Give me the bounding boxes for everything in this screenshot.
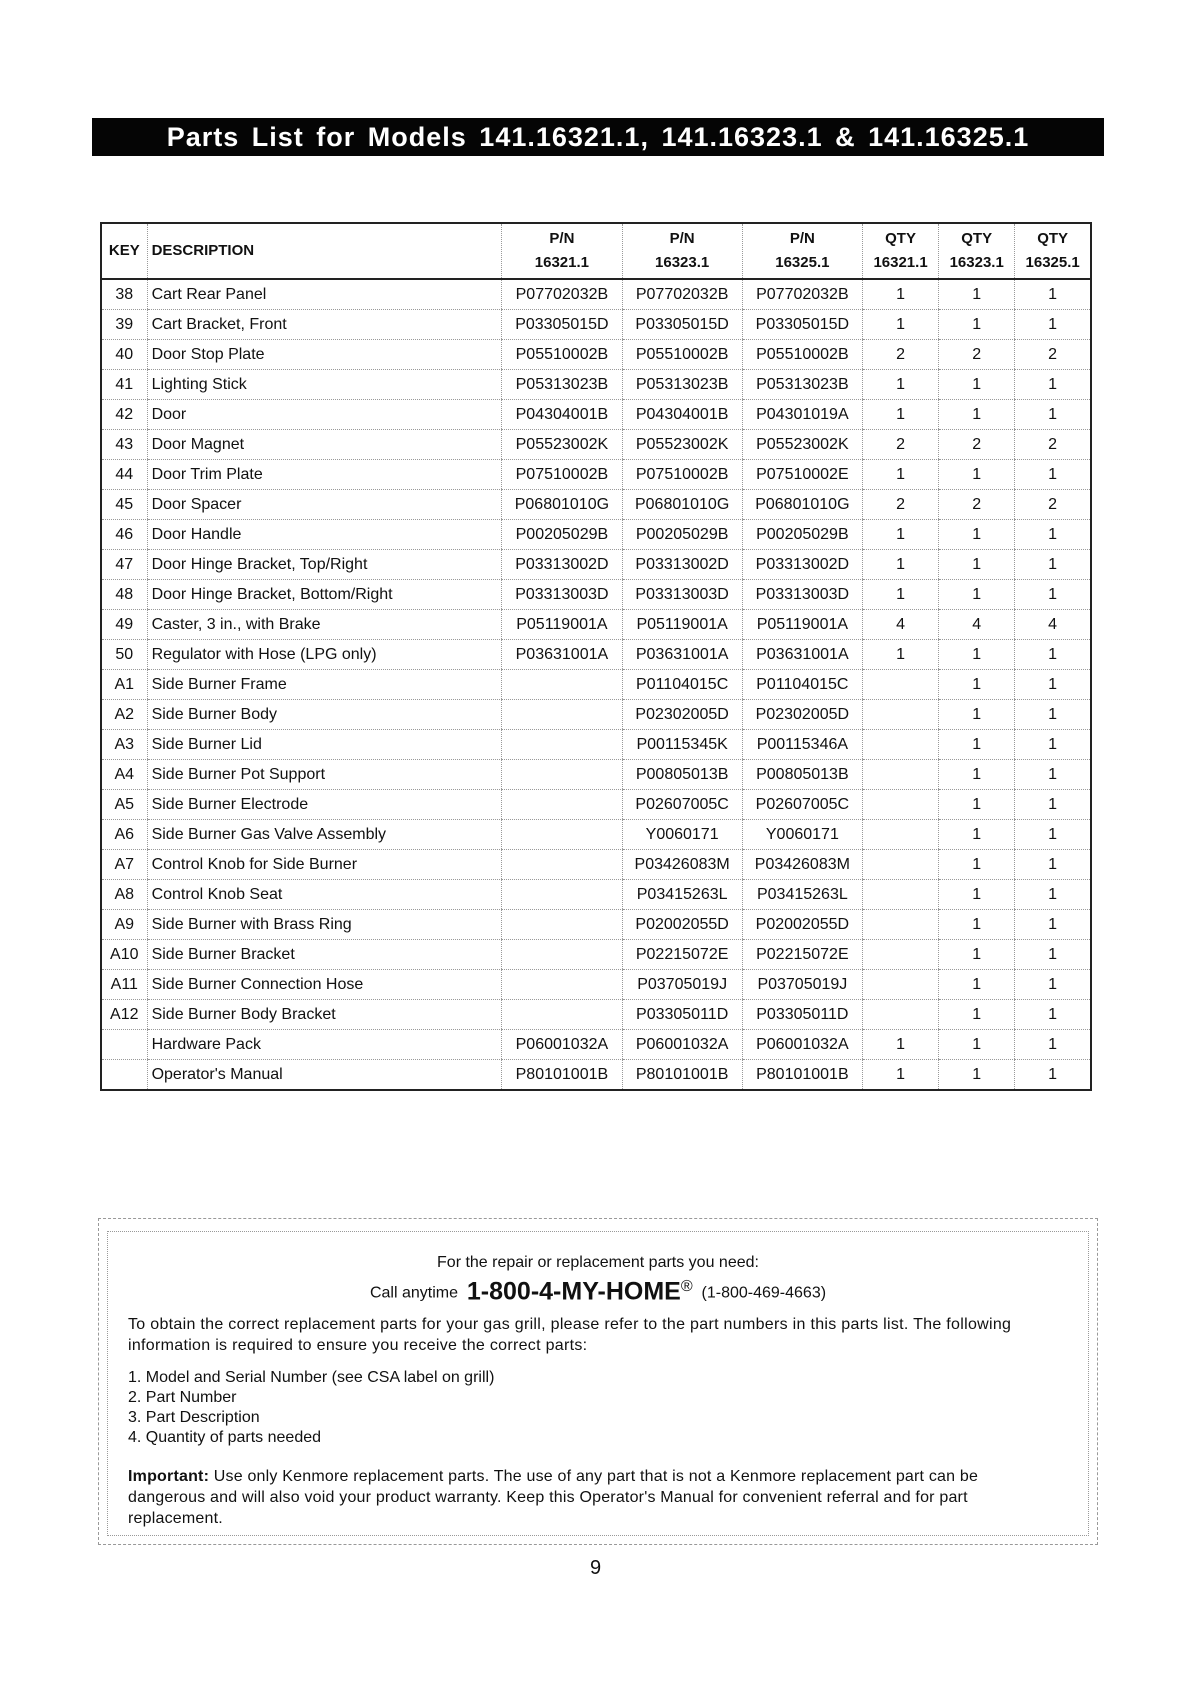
- cell-key: 44: [101, 460, 147, 490]
- header-pn-16325-top: P/N: [789, 230, 815, 247]
- cell-pn-16323: Y0060171: [622, 820, 742, 850]
- cell-qty-16325: 1: [1015, 460, 1091, 490]
- cell-qty-16325: 2: [1015, 340, 1091, 370]
- cell-pn-16325: P02002055D: [742, 910, 862, 940]
- cell-description: Caster, 3 in., with Brake: [147, 610, 502, 640]
- page-number: 9: [589, 1557, 602, 1579]
- cell-key: A5: [101, 790, 147, 820]
- header-qty-16323-model: 16323.1: [949, 254, 1004, 271]
- header-pn-16323-model: 16323.1: [655, 254, 710, 271]
- phone-number: 1-800-4-MY-HOME: [466, 1277, 681, 1306]
- cell-description: Side Burner with Brass Ring: [147, 910, 502, 940]
- cell-qty-16323: 1: [939, 970, 1015, 1000]
- cell-pn-16323: P05510002B: [622, 340, 742, 370]
- table-row: [101, 700, 1091, 730]
- cell-pn-16321: P00205029B: [502, 520, 622, 550]
- header-pn-16321-model: 16321.1: [534, 254, 590, 271]
- cell-qty-16325: 1: [1015, 1060, 1091, 1091]
- cell-pn-16325: Y0060171: [742, 820, 862, 850]
- cell-qty-16325: 1: [1015, 550, 1091, 580]
- cell-pn-16321: [502, 940, 622, 970]
- cell-description: Door: [147, 400, 502, 430]
- cell-qty-16323: 1: [939, 880, 1015, 910]
- cell-qty-16323: 1: [939, 580, 1015, 610]
- cell-qty-16325: 2: [1015, 430, 1091, 460]
- cell-qty-16321: [862, 760, 938, 790]
- cell-pn-16323: P06001032A: [622, 1030, 742, 1060]
- cell-pn-16323: P02302005D: [622, 700, 742, 730]
- header-qty-16321-top: QTY: [885, 230, 916, 247]
- cell-pn-16325: P03305011D: [742, 1000, 862, 1030]
- cell-pn-16325: P02302005D: [742, 700, 862, 730]
- cell-key: 42: [101, 400, 147, 430]
- cell-qty-16325: 1: [1015, 850, 1091, 880]
- cell-qty-16323: 1: [939, 850, 1015, 880]
- cell-qty-16321: [862, 940, 938, 970]
- cell-pn-16325: P03705019J: [742, 970, 862, 1000]
- cell-qty-16321: [862, 700, 938, 730]
- cell-qty-16323: 1: [939, 670, 1015, 700]
- cell-qty-16323: 4: [939, 610, 1015, 640]
- header-pn-16325-model: 16325.1: [775, 254, 830, 271]
- cell-pn-16323: P07510002B: [622, 460, 742, 490]
- header-qty-16325-top: QTY: [1037, 230, 1069, 247]
- cell-pn-16323: P03415263L: [622, 880, 742, 910]
- cell-pn-16325: P06001032A: [742, 1030, 862, 1060]
- cell-pn-16323: P05119001A: [622, 610, 742, 640]
- cell-key: 48: [101, 580, 147, 610]
- cell-qty-16325: 1: [1015, 790, 1091, 820]
- cell-pn-16321: P03305015D: [502, 310, 622, 340]
- list-item: 2. Part Number: [128, 1389, 237, 1406]
- table-row: [101, 490, 1091, 520]
- list-item: 1. Model and Serial Number (see CSA label on grill): [128, 1369, 495, 1386]
- cell-pn-16321: [502, 880, 622, 910]
- cell-key: 38: [101, 279, 147, 310]
- cell-qty-16325: 2: [1015, 490, 1091, 520]
- cell-pn-16323: P03313002D: [622, 550, 742, 580]
- table-row: [101, 370, 1091, 400]
- cell-pn-16321: [502, 970, 622, 1000]
- cell-key: A11: [101, 970, 147, 1000]
- cell-pn-16325: P03631001A: [742, 640, 862, 670]
- cell-pn-16323: P03631001A: [622, 640, 742, 670]
- cell-description: Side Burner Body Bracket: [147, 1000, 502, 1030]
- cell-pn-16321: P03313003D: [502, 580, 622, 610]
- cell-description: Side Burner Body: [147, 700, 502, 730]
- cell-qty-16325: 1: [1015, 820, 1091, 850]
- cell-pn-16325: P00205029B: [742, 520, 862, 550]
- cell-pn-16321: P03631001A: [502, 640, 622, 670]
- cell-qty-16321: 1: [862, 460, 938, 490]
- cell-pn-16321: P04304001B: [502, 400, 622, 430]
- repair-line: For the repair or replacement parts you need:: [437, 1254, 759, 1271]
- cell-pn-16321: [502, 760, 622, 790]
- cell-pn-16325: P03426083M: [742, 850, 862, 880]
- cell-description: Operator's Manual: [147, 1060, 502, 1091]
- important-text: Use only Kenmore replacement parts. The use of any part that is not a Kenmore replacement part can be dangerous and will also void your product warranty. Keep this Operator's Manual for convenient referral and for part replacement.: [128, 1468, 979, 1527]
- cell-key: A6: [101, 820, 147, 850]
- cell-key: 39: [101, 310, 147, 340]
- cell-pn-16323: P00805013B: [622, 760, 742, 790]
- cell-key: 46: [101, 520, 147, 550]
- cell-pn-16323: P03305015D: [622, 310, 742, 340]
- important-label: Important:: [128, 1468, 210, 1485]
- cell-key: A12: [101, 1000, 147, 1030]
- cell-qty-16325: 1: [1015, 670, 1091, 700]
- call-line: [108, 1276, 1088, 1306]
- header-qty-16321-model: 16321.1: [873, 254, 928, 271]
- cell-key: A1: [101, 670, 147, 700]
- cell-key: [101, 1030, 147, 1060]
- table-row: [101, 670, 1091, 700]
- cell-qty-16325: 1: [1015, 880, 1091, 910]
- header-pn-16321-top: P/N: [549, 230, 575, 247]
- cell-description: Side Burner Frame: [147, 670, 502, 700]
- cell-qty-16321: 1: [862, 1030, 938, 1060]
- cell-qty-16321: 1: [862, 520, 938, 550]
- page-title: Parts List for Models 141.16321.1, 141.16323.1 & 141.16325.1: [92, 118, 1104, 156]
- table-row: [101, 790, 1091, 820]
- table-row: [101, 1030, 1091, 1060]
- cell-pn-16325: P05523002K: [742, 430, 862, 460]
- cell-pn-16321: [502, 820, 622, 850]
- cell-pn-16325: P05510002B: [742, 340, 862, 370]
- cell-qty-16321: [862, 970, 938, 1000]
- table-row: [101, 1060, 1091, 1091]
- cell-pn-16325: P03415263L: [742, 880, 862, 910]
- cell-key: A3: [101, 730, 147, 760]
- cell-qty-16325: 1: [1015, 700, 1091, 730]
- parts-table-body: [101, 279, 1091, 1090]
- cell-description: Side Burner Connection Hose: [147, 970, 502, 1000]
- cell-qty-16323: 1: [939, 910, 1015, 940]
- cell-qty-16323: 1: [939, 370, 1015, 400]
- table-row: [101, 340, 1091, 370]
- cell-qty-16321: [862, 730, 938, 760]
- cell-qty-16323: 2: [939, 340, 1015, 370]
- cell-qty-16323: 1: [939, 640, 1015, 670]
- cell-qty-16325: 1: [1015, 760, 1091, 790]
- header-pn-16323: [622, 223, 742, 279]
- cell-key: 49: [101, 610, 147, 640]
- header-qty-16325: [1015, 223, 1091, 279]
- cell-qty-16323: 2: [939, 430, 1015, 460]
- cell-qty-16323: 1: [939, 700, 1015, 730]
- cell-pn-16323: P02607005C: [622, 790, 742, 820]
- cell-qty-16321: [862, 1000, 938, 1030]
- call-prefix: Call anytime: [369, 1284, 458, 1302]
- cell-qty-16321: 1: [862, 400, 938, 430]
- cell-key: A9: [101, 910, 147, 940]
- cell-pn-16321: [502, 730, 622, 760]
- cell-pn-16321: P80101001B: [502, 1060, 622, 1091]
- cell-qty-16321: [862, 820, 938, 850]
- cell-pn-16323: P02002055D: [622, 910, 742, 940]
- cell-qty-16323: 1: [939, 1000, 1015, 1030]
- cell-pn-16321: [502, 910, 622, 940]
- header-key: KEY: [101, 223, 147, 279]
- cell-pn-16321: P05510002B: [502, 340, 622, 370]
- list-item: 3. Part Description: [128, 1409, 260, 1426]
- table-row: [101, 820, 1091, 850]
- cell-pn-16325: P03313002D: [742, 550, 862, 580]
- cell-pn-16325: P07510002E: [742, 460, 862, 490]
- table-row: [101, 430, 1091, 460]
- cell-qty-16323: 1: [939, 550, 1015, 580]
- cell-qty-16325: 1: [1015, 310, 1091, 340]
- cell-qty-16321: 1: [862, 580, 938, 610]
- list-item: 4. Quantity of parts needed: [128, 1429, 322, 1446]
- cell-key: 40: [101, 340, 147, 370]
- cell-qty-16321: 2: [862, 340, 938, 370]
- cell-key: A10: [101, 940, 147, 970]
- table-row: [101, 940, 1091, 970]
- table-row: [101, 550, 1091, 580]
- cell-pn-16325: P05119001A: [742, 610, 862, 640]
- cell-qty-16323: 1: [939, 1030, 1015, 1060]
- table-header-row: [101, 223, 1091, 279]
- table-row: [101, 310, 1091, 340]
- table-row: [101, 400, 1091, 430]
- cell-qty-16325: 1: [1015, 730, 1091, 760]
- cell-qty-16325: 1: [1015, 370, 1091, 400]
- cell-description: Door Hinge Bracket, Top/Right: [147, 550, 502, 580]
- cell-qty-16321: [862, 790, 938, 820]
- cell-key: 43: [101, 430, 147, 460]
- cell-description: Control Knob for Side Burner: [147, 850, 502, 880]
- cell-qty-16321: 1: [862, 1060, 938, 1091]
- cell-qty-16323: 1: [939, 279, 1015, 310]
- cell-description: Side Burner Lid: [147, 730, 502, 760]
- cell-pn-16321: P06801010G: [502, 490, 622, 520]
- table-row: [101, 910, 1091, 940]
- cell-description: Side Burner Bracket: [147, 940, 502, 970]
- cell-qty-16321: 2: [862, 430, 938, 460]
- cell-pn-16323: P80101001B: [622, 1060, 742, 1091]
- cell-qty-16323: 1: [939, 520, 1015, 550]
- table-row: [101, 1000, 1091, 1030]
- cell-description: Side Burner Gas Valve Assembly: [147, 820, 502, 850]
- cell-qty-16321: 1: [862, 640, 938, 670]
- cell-pn-16321: P03313002D: [502, 550, 622, 580]
- cell-pn-16323: P02215072E: [622, 940, 742, 970]
- cell-qty-16323: 1: [939, 820, 1015, 850]
- header-description: DESCRIPTION: [147, 223, 502, 279]
- cell-description: Door Stop Plate: [147, 340, 502, 370]
- cell-pn-16323: P00205029B: [622, 520, 742, 550]
- cell-description: Cart Rear Panel: [147, 279, 502, 310]
- cell-pn-16323: P05313023B: [622, 370, 742, 400]
- header-qty-16321: [862, 223, 938, 279]
- cell-pn-16321: [502, 1000, 622, 1030]
- cell-qty-16323: 1: [939, 940, 1015, 970]
- cell-qty-16321: 1: [862, 370, 938, 400]
- cell-qty-16325: 1: [1015, 279, 1091, 310]
- table-row: [101, 520, 1091, 550]
- cell-key: 45: [101, 490, 147, 520]
- cell-qty-16323: 1: [939, 460, 1015, 490]
- table-row: [101, 580, 1091, 610]
- cell-pn-16323: P03426083M: [622, 850, 742, 880]
- parts-table: [100, 222, 1092, 1091]
- cell-qty-16325: 1: [1015, 910, 1091, 940]
- header-qty-16323-top: QTY: [961, 230, 993, 247]
- cell-pn-16323: P03705019J: [622, 970, 742, 1000]
- cell-qty-16321: 4: [862, 610, 938, 640]
- cell-pn-16325: P04301019A: [742, 400, 862, 430]
- info-box: [98, 1218, 1098, 1545]
- cell-description: Door Hinge Bracket, Bottom/Right: [147, 580, 502, 610]
- important-notice: [128, 1466, 1048, 1529]
- cell-qty-16321: [862, 850, 938, 880]
- cell-pn-16325: P00115346A: [742, 730, 862, 760]
- cell-pn-16321: P07702032B: [502, 279, 622, 310]
- header-qty-16325-model: 16325.1: [1025, 254, 1080, 271]
- cell-key: 47: [101, 550, 147, 580]
- cell-pn-16325: P03313003D: [742, 580, 862, 610]
- cell-pn-16323: P07702032B: [622, 279, 742, 310]
- cell-pn-16323: P00115345K: [622, 730, 742, 760]
- cell-description: Door Trim Plate: [147, 460, 502, 490]
- cell-qty-16321: [862, 910, 938, 940]
- cell-qty-16325: 1: [1015, 1000, 1091, 1030]
- required-info-list: [128, 1368, 494, 1448]
- cell-description: Door Handle: [147, 520, 502, 550]
- cell-qty-16323: 1: [939, 1060, 1015, 1091]
- table-row: [101, 279, 1091, 310]
- cell-pn-16325: P80101001B: [742, 1060, 862, 1091]
- table-row: [101, 610, 1091, 640]
- cell-qty-16321: 1: [862, 310, 938, 340]
- cell-qty-16323: 1: [939, 790, 1015, 820]
- cell-qty-16323: 1: [939, 400, 1015, 430]
- cell-description: Hardware Pack: [147, 1030, 502, 1060]
- cell-key: 41: [101, 370, 147, 400]
- cell-pn-16321: [502, 790, 622, 820]
- table-row: [101, 850, 1091, 880]
- cell-qty-16325: 1: [1015, 640, 1091, 670]
- cell-qty-16325: 1: [1015, 520, 1091, 550]
- cell-key: A7: [101, 850, 147, 880]
- obtain-instructions: To obtain the correct replacement parts for your gas grill, please refer to the part numbers in this parts list. The following information is required to ensure you receive the correct parts:: [128, 1316, 1012, 1354]
- cell-qty-16323: 1: [939, 760, 1015, 790]
- cell-qty-16321: [862, 670, 938, 700]
- table-row: [101, 970, 1091, 1000]
- cell-pn-16325: P05313023B: [742, 370, 862, 400]
- header-pn-16321: [502, 223, 622, 279]
- table-row: [101, 640, 1091, 670]
- table-row: [101, 730, 1091, 760]
- cell-qty-16325: 1: [1015, 970, 1091, 1000]
- header-pn-16325: [742, 223, 862, 279]
- header-pn-16323-top: P/N: [669, 230, 695, 247]
- cell-pn-16323: P06801010G: [622, 490, 742, 520]
- cell-pn-16321: [502, 670, 622, 700]
- cell-qty-16323: 1: [939, 310, 1015, 340]
- cell-qty-16323: 1: [939, 730, 1015, 760]
- cell-description: Regulator with Hose (LPG only): [147, 640, 502, 670]
- cell-qty-16325: 1: [1015, 1030, 1091, 1060]
- cell-key: A4: [101, 760, 147, 790]
- cell-pn-16321: P05523002K: [502, 430, 622, 460]
- cell-qty-16323: 2: [939, 490, 1015, 520]
- cell-pn-16321: P07510002B: [502, 460, 622, 490]
- cell-description: Cart Bracket, Front: [147, 310, 502, 340]
- cell-pn-16321: P05119001A: [502, 610, 622, 640]
- cell-pn-16321: P05313023B: [502, 370, 622, 400]
- table-row: [101, 760, 1091, 790]
- cell-pn-16321: [502, 700, 622, 730]
- cell-qty-16325: 1: [1015, 400, 1091, 430]
- header-qty-16323: [939, 223, 1015, 279]
- cell-pn-16323: P03305011D: [622, 1000, 742, 1030]
- cell-pn-16325: P07702032B: [742, 279, 862, 310]
- cell-key: [101, 1060, 147, 1091]
- cell-qty-16325: 1: [1015, 580, 1091, 610]
- cell-pn-16321: P06001032A: [502, 1030, 622, 1060]
- phone-number-alt: (1-800-469-4663): [701, 1284, 827, 1302]
- cell-pn-16325: P01104015C: [742, 670, 862, 700]
- cell-pn-16323: P05523002K: [622, 430, 742, 460]
- cell-pn-16323: P04304001B: [622, 400, 742, 430]
- registered-mark: ®: [680, 1278, 693, 1295]
- cell-description: Door Spacer: [147, 490, 502, 520]
- table-row: [101, 880, 1091, 910]
- cell-description: Side Burner Pot Support: [147, 760, 502, 790]
- info-box-inner: [107, 1231, 1089, 1536]
- cell-qty-16321: 1: [862, 550, 938, 580]
- cell-description: Door Magnet: [147, 430, 502, 460]
- cell-description: Lighting Stick: [147, 370, 502, 400]
- cell-qty-16321: 1: [862, 279, 938, 310]
- cell-pn-16321: [502, 850, 622, 880]
- cell-pn-16325: P06801010G: [742, 490, 862, 520]
- cell-pn-16325: P02607005C: [742, 790, 862, 820]
- cell-description: Side Burner Electrode: [147, 790, 502, 820]
- cell-pn-16325: P02215072E: [742, 940, 862, 970]
- cell-qty-16325: 4: [1015, 610, 1091, 640]
- cell-key: A8: [101, 880, 147, 910]
- cell-qty-16325: 1: [1015, 940, 1091, 970]
- cell-pn-16325: P03305015D: [742, 310, 862, 340]
- cell-key: 50: [101, 640, 147, 670]
- cell-key: A2: [101, 700, 147, 730]
- cell-pn-16323: P03313003D: [622, 580, 742, 610]
- cell-pn-16323: P01104015C: [622, 670, 742, 700]
- cell-qty-16321: 2: [862, 490, 938, 520]
- cell-qty-16321: [862, 880, 938, 910]
- cell-pn-16325: P00805013B: [742, 760, 862, 790]
- cell-description: Control Knob Seat: [147, 880, 502, 910]
- table-row: [101, 460, 1091, 490]
